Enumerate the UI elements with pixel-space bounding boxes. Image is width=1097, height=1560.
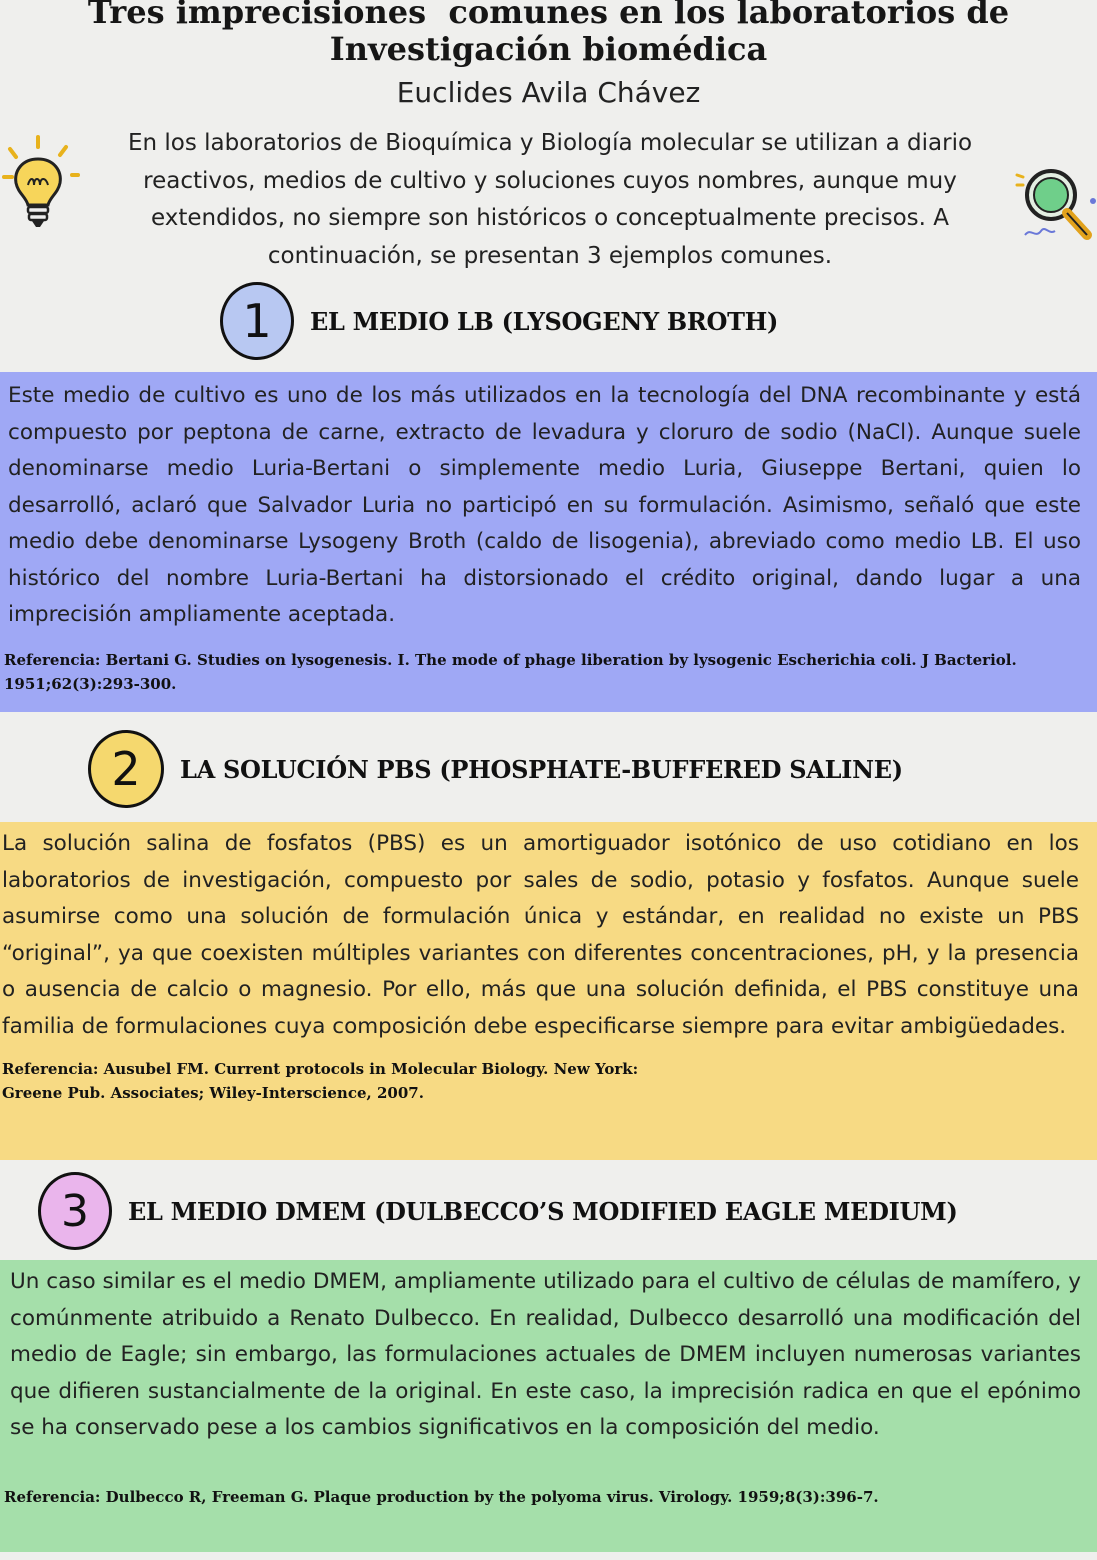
section-number: 3 bbox=[61, 1185, 89, 1237]
section-number: 2 bbox=[111, 742, 141, 796]
magnifying-glass-icon bbox=[1015, 165, 1097, 247]
section-2-heading bbox=[88, 730, 903, 808]
section-number-badge bbox=[220, 282, 294, 360]
section-body: La solución salina de fosfatos (PBS) es un amortiguador isotónico de uso cotidiano en los laboratorios de investigación, compuesto por sales de sodio, potasio y fosfatos. Aunque suele asumirse como una solución de formulación única y estándar, en realidad no existe un PBS “original”, ya que coexisten múltiples variantes con diferentes concentraciones, pH, y la presencia o ausencia de calcio o magnesio. Por ello, más que una solución definida, el PBS constituye una familia de formulaciones cuya composición debe especificarse siempre para evitar ambigüedades. bbox=[2, 831, 1079, 1039]
section-number-badge bbox=[38, 1172, 112, 1250]
section-heading-text: LA SOLUCIÓN PBS (PHOSPHATE-BUFFERED SALINE) bbox=[180, 754, 903, 784]
section-number: 1 bbox=[242, 294, 272, 348]
section-reference: Referencia: Dulbecco R, Freeman G. Plaque production by the polyoma virus. Virology. 1959;8(3):396-7. bbox=[4, 1487, 879, 1506]
section-reference: Referencia: Bertani G. Studies on lysogenesis. I. The mode of phage liberation by lysogenic Escherichia coli. J Bacteriol. 1951;62(3):293-300. bbox=[4, 650, 1017, 693]
intro-paragraph: En los laboratorios de Bioquímica y Biología molecular se utilizan a diario reactivos, medios de cultivo y soluciones cuyos nombres, aunque muy extendidos, no siempre son históricos o conceptualmente precisos. A continuación, se presentan 3 ejemplos comunes. bbox=[127, 130, 973, 269]
title-line-2: Investigación biomédica bbox=[329, 30, 768, 68]
reference-line-2: Greene Pub. Associates; Wiley-Interscience, 2007. bbox=[2, 1084, 424, 1102]
section-number-badge bbox=[88, 730, 164, 808]
section-heading-text: EL MEDIO LB (LYSOGENY BROTH) bbox=[310, 306, 779, 336]
lightbulb-icon bbox=[2, 135, 82, 235]
section-heading-text: EL MEDIO DMEM (DULBECCO’S MODIFIED EAGLE MEDIUM) bbox=[128, 1196, 958, 1226]
section-body: Un caso similar es el medio DMEM, ampliamente utilizado para el cultivo de células de mamífero, y comúnmente atribuido a Renato Dulbecco. En realidad, Dulbecco desarrolló una modificación del medio de Eagle; sin embargo, las formulaciones actuales de DMEM incluyen numerosas variantes que difieren sustancialmente de la original. En este caso, la imprecisión radica en que el epónimo se ha conservado pese a los cambios significativos en la composición del medio. bbox=[10, 1269, 1081, 1440]
author-name: Euclides Avila Chávez bbox=[396, 76, 701, 109]
section-1-heading bbox=[220, 282, 778, 360]
section-1-band bbox=[0, 372, 1097, 712]
section-3-heading bbox=[38, 1172, 958, 1250]
page-title bbox=[0, 0, 1097, 68]
section-3-band bbox=[0, 1260, 1097, 1552]
section-2-band bbox=[0, 822, 1097, 1160]
reference-line-1: Referencia: Ausubel FM. Current protocols in Molecular Biology. New York: bbox=[2, 1060, 639, 1078]
section-body: Este medio de cultivo es uno de los más utilizados en la tecnología del DNA recombinante y está compuesto por peptona de carne, extracto de levadura y cloruro de sodio (NaCl). Aunque suele denominarse medio Luria-Bertani o simplemente medio Luria, Giuseppe Bertani, quien lo desarrolló, aclaró que Salvador Luria no participó en su formulación. Asimismo, señaló que este medio debe denominarse Lysogeny Broth (caldo de lisogenia), abreviado como medio LB. El uso histórico del nombre Luria-Bertani ha distorsionado el crédito original, dando lugar a una imprecisión ampliamente aceptada. bbox=[8, 383, 1081, 627]
title-line-1: Tres imprecisiones comunes en los laboratorios de bbox=[87, 0, 1010, 31]
section-reference bbox=[2, 1057, 1079, 1105]
